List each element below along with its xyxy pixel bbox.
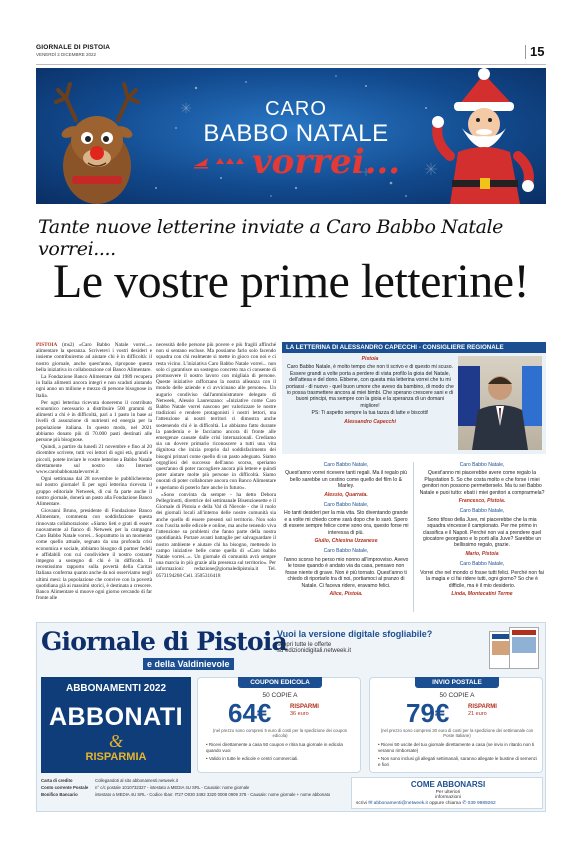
- payment-row: [41, 777, 341, 784]
- letter-salute: Caro Babbo Natale,: [459, 462, 505, 468]
- letter-signature: Giulio, Chiesina Uzzanese: [314, 538, 378, 545]
- coupon-benefit-1: • Ricevi direttamente a casa 50 coupon e ritira tua giornale in edicola quando vuoi: [206, 742, 343, 753]
- cta-sub-2: informazioni: [435, 795, 461, 800]
- issue-date: VENERDÌ 2 DICEMBRE 2022: [36, 52, 97, 57]
- letter-card: [282, 548, 410, 597]
- cta-call: oppure chiama: [429, 801, 461, 806]
- letter-text: Vorrei che nel mondo ci fosse tutti felici. Perché non fai la magia e ci fai ridere tutti, ogni giorno? So che è difficile, ma è il mio desiderio.: [420, 569, 544, 589]
- paper-name: GIORNALE DI PISTOIA: [36, 44, 111, 51]
- payment-methods: [41, 777, 341, 809]
- letter-signature: Alice, Pistoia.: [329, 590, 363, 597]
- letter-text: Quest'anno vorrei ricevere tanti regali. Ma il regalo più bello sarebbe un cestino come quello del film Io & Marley.: [285, 470, 407, 490]
- payment-label: Carta di credito: [41, 778, 73, 783]
- letter-text: Sono tifoso della Juve, mi piacerebbe che la mia squadra vincesse il campionato. Per me primo in classifica e il Napoli. Perché non vai a prendere quel giocatore georgiano e lo porti alla Juve? Sarebbe un bellissimo regalo, grazie.: [422, 516, 542, 549]
- letters-grid: [282, 460, 546, 614]
- letter-signature: Alessio, Quarrata.: [324, 491, 368, 498]
- article-paragraph: Ogni settimana dal 28 novembre le pubblicheremo sul nostro giornale! E per ogni letterina ricevuta il gruppo editoriale Netweek, di cui fa parte anche il nostro giornale, donerà un pasto alla Fondazione Banco Alimentare.: [36, 476, 152, 508]
- abb-word: ABBONATI: [48, 703, 184, 731]
- letters-column-left: [282, 460, 410, 597]
- coupon-title: COUPON EDICOLA: [238, 677, 322, 688]
- sidebar-signature: Alessandro Capecchi: [344, 418, 396, 425]
- email-icon: ✉: [368, 801, 373, 806]
- payment-label: Bonifico Bancario: [41, 792, 78, 797]
- ad-brand-block: [41, 627, 287, 673]
- ad-brand-sub: e della Valdinievole: [143, 658, 234, 670]
- letter-salute: Caro Babbo Natale,: [323, 502, 369, 509]
- invio-benefit-2: • Non sono inclusi gli allegati settimanali, saranno allegate le bustine di semenzi e fiori: [378, 756, 537, 767]
- invio-note: (nel prezzo sono compresi 30 euro di costi per la spedizione dei settimanale con Poste Italiane): [380, 728, 534, 738]
- headline: Le vostre prime letterine!: [52, 255, 530, 308]
- abb-risparmia: RISPARMIA: [85, 751, 147, 763]
- article-column-2: [156, 342, 276, 614]
- header-divider: [525, 45, 526, 59]
- reindeer-illustration: [36, 68, 166, 204]
- sidebar-text: Caro Babbo Natale, è molto tempo che non ti scrivo e di questo mi scuso. Essere grandi a volte porta a perdere di vista profilo la gioia del Natale, dell'attesa e del dono. Ebbene, con questa mia letterina vorrei che tu mi portassi - di nuovo - quel buon umore che avevo da bambino, di modo che io possa trasmettere ancora ai miei bimbi. Che sperano crescere sani e di buoni principi, ma sempre con la gioia e la speranza di un domani migliore!: [286, 364, 454, 409]
- sleigh-icon: [192, 152, 252, 172]
- article-paragraph: Giovanni Bruno, presidente di Fondazione Banco Alimentare, commenta con soddisfazione questa rinnovata collaborazione: «Siamo lieti e grati di essere nuovamente al fianco di Netweek per la campagna Caro Babbo Natale vorrei... Soprattutto in un momento come quello attuale, segnato da una profonda crisi economica e sociale, abbiamo bisogno di partner fedeli e affidabili con cui condividere il nostro costante impegno a sostegno di chi è in difficoltà. Il recentissimo rapporto sulla povertà della Caritas Italiana conferma quanto anche da noi osserviamo negli ultimi mesi: la popolazione che convive con la povertà quotidiana già ai massimi storici, è destinata a crescere. Banco Alimentare si muove ogni giorno cercando di far fronte alle: [36, 508, 152, 602]
- christmas-banner: [36, 68, 546, 204]
- letter-text: Ho tanti desideri per la mia vita. Sto diventando grande e a volte mi chiedo come sarà dopo che lo sarò. Spero di essere sempre felice come sono ora, questo forse mi interessa di più.: [283, 510, 409, 536]
- letter-salute: Caro Babbo Natale,: [323, 462, 369, 468]
- digital-title: Vuoi la versione digitale sfogliabile?: [277, 629, 433, 639]
- payment-label: Conto corrente Postale: [41, 785, 89, 790]
- letters-column-right: [418, 460, 546, 597]
- payment-value: n° c/c postale 1010732327 - intestato a MEDIA 4U SRL - Causale: nome giornale: [95, 785, 250, 790]
- sidebar-ps: PS: Ti aspetto sempre la tua tazza di latte e biscotti!: [311, 410, 429, 417]
- ad-digital-promo: [277, 629, 477, 669]
- invio-title: INVIO POSTALE: [415, 677, 499, 688]
- article-paragraph: (ms2) «Caro Babbo Natale vorrei...» alimentare la speranza. Scrivetevi i vostri desideri e insieme contribuiremo ad aiutare chi è in difficoltà: il nostro giornale, anche quest'anno, ripropone questa bella iniziativa in collaborazione col Banco Alimentare.: [36, 342, 152, 373]
- cta-email[interactable]: abbonamenti@netweek.it: [373, 801, 428, 806]
- coupon-note: (nel prezzo sono compresi 5 euro di costi per la spedizione dei coupon edicola): [212, 728, 348, 738]
- sidebar-place: Pistoia: [361, 356, 379, 362]
- article-column-1: [36, 342, 152, 614]
- sidebar-box: [282, 342, 546, 454]
- letter-salute: Caro Babbo Natale,: [459, 508, 505, 515]
- letter-card: [282, 502, 410, 544]
- abbonamenti-box: [41, 677, 191, 773]
- cta-write: scrivi: [356, 801, 367, 806]
- payment-value: intestato a MEDIA 4U SRL - Codice Iban: IT27 O030 3492 3320 0008 0909 378 - Causale: nome giornale + nome abbonato: [95, 792, 331, 797]
- invio-benefit-1: • Ricevi 50 uscite del tuo giornale direttamente a casa (se invio in ritardo non ti veranno rimborsate): [378, 742, 535, 753]
- article-paragraph: necessità delle persone più povere e più fragili affinché non si sentano escluse. Ma possiamo farlo solo facendo squadra con chi realmente si mette in gioco con noi e ci resta vicino. L'iniziativa Caro Babbo Natale vorrei... non solo ci garantisce un sostegno concreto ma ci consente di promuovere il nostro lavoro con migliaia di persone. Queste iniziative rafforzano la nostra alleanza con il mondo delle aziende e ci avvicinano alle persone». Un augurio condiviso dall'amministratore delegato di Netweek, Alessio Laurenzano: «Iniziative come Caro Babbo Natale vorrei nascono per valorizzare le nostre tradizioni e rendere protagonisti i nostri lettori, ma l'attenzione ai nostri territori ci dimostra anche sostenendo chi è in difficoltà. Lo abbiamo fatto durante la pandemia e le facciamo ancora di fronte alle emergenze causate dalle crisi internazionali. Crediamo sia un dovere primario riconoscere a tutti una vita dignitosa che inizia proprio dal soddisfacimento dei bisogni primari come quello di un pasto adeguato. Siamo orgogliosi del successo dell'anno scorso, speriamo quest'anno di poter raccogliere ancora più lettere e quindi poter aiutare molte più persone in difficoltà. Siamo onorati di poter collaborare ancora con Banco Alimentare e speriamo di poterlo fare anche in futuro».: [156, 342, 276, 491]
- newspaper-thumbnails: [489, 627, 543, 671]
- sidebar-title: LA LETTERINA DI ALESSANDRO CAPECCHI - CONSIGLIERE REGIONALE: [282, 342, 546, 353]
- article-paragraph: La Fondazione Banco Alimentare dal 1989 recupera in Italia alimenti ancora integri e non scaduti aiutando ogni anno un milione e mezzo di persone bisognose in Italia.: [36, 374, 152, 399]
- payment-row: [41, 784, 341, 791]
- coupon-save-amount: 36 euro: [290, 711, 309, 717]
- coupon-price: 64€: [228, 698, 272, 728]
- banner-line-1: CARO: [265, 98, 327, 120]
- letter-salute: Caro Babbo Natale,: [459, 561, 505, 568]
- subscription-ad: [36, 622, 546, 812]
- banner-line-3: vorrei...: [251, 142, 401, 182]
- cta-title: COME ABBONARSI: [410, 780, 486, 789]
- letter-signature: Francesco, Pistoia.: [458, 498, 506, 505]
- article-paragraph: «Sono convinta da sempre - ha detto Debora Pellegrinotti, direttrice del settimanale Bisenzioesette e il Giornale di Pistoia e della Val di Nievole - che il ruolo dei giornali locali all'interno delle nostre comunità sia anche quello di essere presenti sul territorio. Non solo con l'uscita nelle edicole e online, ma anche tenendo viva l'attenzione su problemi che fanno parte della nostra quotidianità. Portare avanti battaglie per salvaguardare il nostro ambiente e aiutare chi ha bisogno, mettendo in campo iniziative belle come quella di «Caro babbo Natale vorrei...». Un giornale di comunità avrà sempre una marcia in più grazie alla presenza sul territorio». Per informazioni: redazione@giornaledipistoia.it Tel. 0573194268 Cell. 3505316418: [156, 491, 276, 579]
- coupon-benefit-2: • Valido in tutte le edicole e centri commerciali.: [206, 756, 299, 761]
- letter-card: [418, 508, 546, 557]
- coupon-copies: 50 COPIE A: [262, 692, 298, 699]
- payment-value: Collegandoti al sito abbonamenti.netweek.it: [95, 778, 178, 783]
- digital-sub-1: scopri tutte le offerte: [277, 642, 332, 648]
- coupon-save: RISPARMI: [290, 704, 319, 710]
- article-dateline: PISTOIA: [36, 342, 58, 348]
- invio-price: 79€: [406, 698, 450, 728]
- payment-row: [41, 791, 341, 798]
- invio-save: RISPARMI: [468, 704, 497, 710]
- banner-line-2: BABBO NATALE: [203, 120, 389, 147]
- cta-contacts: [356, 801, 542, 806]
- invio-copies: 50 COPIE A: [439, 692, 475, 699]
- santa-illustration: [428, 68, 546, 204]
- letter-signature: Mario, Pistoia: [465, 550, 499, 557]
- article-paragraph: Quindi, a partire da lunedì 21 novembre e fino al 20 dicembre scrivete, tutti voi lettori di ogni età, grandi e piccoli, potete inviare le vostre letterine a Babbo Natale direttamente sul nostro sito Internet www.carobabbonatalevorrei.it: [36, 444, 152, 476]
- invio-save-amount: 21 euro: [468, 711, 487, 717]
- cta-sub-1: Per ulteriori: [435, 790, 461, 795]
- article-paragraph: Per ogni letterina ricevuta doneremo il contributo economico necessario a distribuire 500 grammi di alimenti a chi è in difficoltà, pari a 1 pasto in base ai livelli di assunzione di nutrienti ed energia per la popolazione italiana. In questo modo, nel 2021 abbiamo donato più di 70.000 pasti destinati alle persone più bisognose.: [36, 399, 152, 444]
- page-number: 15: [530, 44, 545, 59]
- coupon-edicola-box: [197, 677, 361, 773]
- letter-card: [418, 561, 546, 597]
- digital-sub-2: su edizionidigitali.netweek.it: [277, 648, 352, 654]
- abb-year: ABBONAMENTI 2022: [65, 683, 167, 694]
- letters-divider: [413, 462, 414, 612]
- abb-amp: &: [108, 731, 123, 751]
- letter-card: [418, 462, 546, 504]
- kicker-line: Tante nuove letterine inviate a Caro Babbo Natale vorrei....: [38, 216, 504, 260]
- invio-postale-box: [369, 677, 543, 773]
- header-rule: [36, 64, 546, 65]
- letter-salute: Caro Babbo Natale,: [323, 548, 369, 555]
- letter-text: l'anno scorso ho perso mio nonno all'improvviso. Avevo le tosse quando è andato via da casa, pensavo non fosse niente di grave. Non è più tornato. Quest'anno ti chiedo di riportarlo tra di noi, portiamoci al pranzo di Natale. Ci faceva ridere, eravamo felici.: [283, 556, 409, 589]
- cta-phone[interactable]: 039 9989262: [467, 801, 496, 806]
- page-header: [36, 44, 546, 62]
- letter-signature: Linda, Montecatini Terme: [451, 590, 513, 597]
- how-to-subscribe: [351, 777, 543, 809]
- sidebar-letter: [286, 356, 454, 425]
- ad-brand-name: Giornale di Pistoia: [41, 627, 287, 656]
- councillor-photo: [458, 356, 542, 450]
- letter-card: [282, 462, 410, 498]
- letter-text: Quest'anno mi piacerebbe avere come regalo la Playstation 5. So che costa molto e che forse i miei genitori non possono permetterselo. Ma tu sei Babbo Natale e puoi tutto: ebati i miei genitori a comprarmela?: [419, 470, 545, 496]
- phone-icon: ✆: [462, 801, 467, 806]
